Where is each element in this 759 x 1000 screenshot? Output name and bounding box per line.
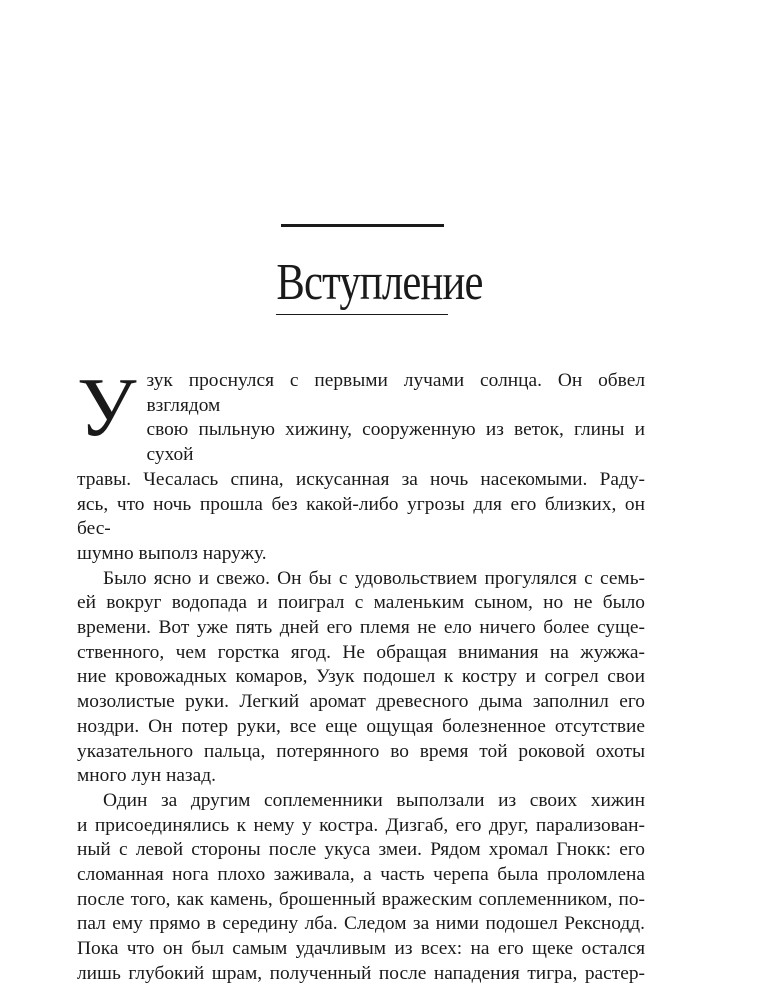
paragraph-line: ей вокруг водопада и поиграл с маленьким сыном, но не было (77, 592, 645, 614)
paragraph-line: много лун назад. (77, 765, 216, 787)
chapter-title-underline (276, 314, 448, 315)
chapter-title: Вступление (276, 254, 483, 311)
paragraph-line: ственного, чем горстка ягод. Не обращая внимания на жужжа- (77, 641, 645, 663)
paragraph-line: зук проснулся с первыми лучами солнца. Он обвел взглядом (146, 370, 645, 416)
drop-cap: У (77, 361, 137, 454)
paragraph-line: Было ясно и свежо. Он бы с удовольствием прогулялся с семь- (103, 567, 645, 589)
paragraph-line: после того, как камень, брошенный вражеским соплеменником, по- (77, 888, 645, 910)
paragraph-line: шумно выполз наружу. (77, 542, 267, 564)
chapter-top-rule (281, 224, 444, 227)
paragraph-line: лишь глубокий шрам, полученный после нападения тигра, растер- (77, 962, 645, 984)
paragraph-line: травы. Чесалась спина, искусанная за ночь насекомыми. Раду- (77, 468, 645, 490)
paragraph-line: ясь, что ночь прошла без какой-либо угрозы для его близких, он бес- (77, 493, 645, 540)
paragraph-line: времени. Вот уже пять дней его племя не ело ничего более суще- (77, 617, 645, 639)
paragraph-line: ние кровожадных комаров, Узук подошел к костру и согрел свои (77, 666, 645, 688)
paragraph-line: ный с левой стороны после укуса змеи. Рядом хромал Гнокк: его (77, 839, 645, 861)
paragraph-line: ноздри. Он потер руки, все еще ощущая болезненное отсутствие (77, 715, 645, 737)
paragraph-line: мозолистые руки. Легкий аромат древесного дыма заполнил его (77, 691, 645, 713)
paragraph-line: Пока что он был самым удачливым из всех: на его щеке остался (77, 938, 645, 960)
paragraph-line: Один за другим соплеменники выползали из своих хижин (103, 789, 645, 811)
body-text (77, 361, 645, 987)
paragraph-line: пал ему прямо в середину лба. Следом за ними подошел Рекснодд. (77, 913, 645, 935)
paragraph-line: свою пыльную хижину, сооруженную из веток, глины и сухой (146, 419, 645, 466)
paragraph-line: сломанная нога плохо заживала, а часть черепа была проломлена (77, 864, 645, 886)
paragraph-1 (77, 361, 645, 567)
paragraph-3 (77, 789, 645, 987)
paragraph-line: и присоединялись к нему у костра. Дизгаб, его друг, парализован- (77, 814, 645, 836)
paragraph-2 (77, 567, 645, 789)
paragraph-line: указательного пальца, потерянного во время той роковой охоты (77, 740, 645, 762)
